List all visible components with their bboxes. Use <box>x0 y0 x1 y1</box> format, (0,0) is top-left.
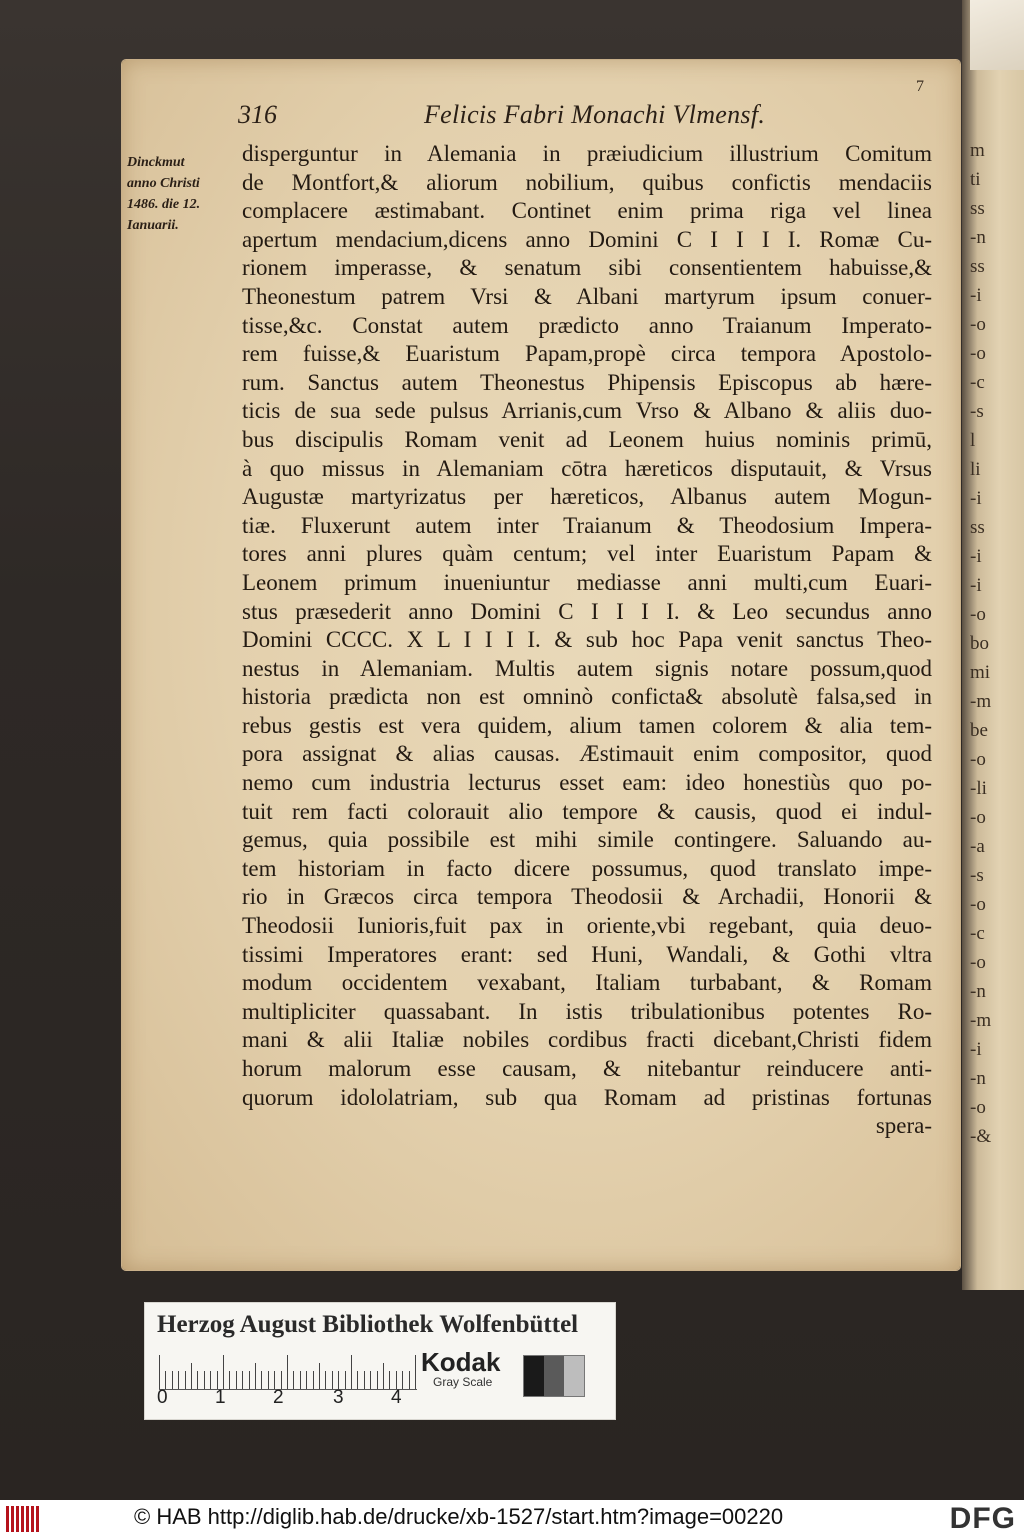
ruler-tick <box>236 1371 237 1389</box>
ruler-number: 4 <box>391 1387 402 1408</box>
ruler-tick <box>377 1371 378 1389</box>
facing-page-fragment: -s <box>970 401 984 422</box>
ruler-tick <box>249 1371 250 1389</box>
color-reference-card <box>144 1302 616 1420</box>
ruler-tick <box>293 1371 294 1389</box>
facing-page-fragment: ti <box>970 169 981 190</box>
facing-page-fragment: -o <box>970 807 986 828</box>
ruler-tick <box>178 1371 179 1389</box>
text-line: mani & alii Italiæ nobiles cordibus fracti dicebant,Christi fidem <box>242 1027 932 1053</box>
ruler-tick <box>306 1371 307 1389</box>
facing-page-fragment: l <box>970 430 976 451</box>
logo-bar <box>21 1506 24 1532</box>
facing-page-fragment: -m <box>970 1010 992 1031</box>
text-line: tissimi Imperatores erant: sed Huni, Wandali, & Gothi vltra <box>242 941 932 967</box>
ruler-tick <box>159 1355 160 1389</box>
marginal-note-line: anno Christi <box>127 176 200 191</box>
text-line: multipliciter quassabant. In istis tribulationibus potentes Ro- <box>242 998 932 1024</box>
ruler-tick <box>204 1371 205 1389</box>
ruler-tick <box>255 1363 256 1389</box>
ruler-tick <box>197 1371 198 1389</box>
logo-bar <box>16 1506 19 1532</box>
logo-bar <box>26 1506 29 1532</box>
facing-page-fragment: -n <box>970 1068 986 1089</box>
ruler-number: 3 <box>333 1387 344 1408</box>
text-line: stus præsederit anno Domini C I I I I. & Leo secundus anno <box>242 598 932 624</box>
text-line: complacere æstimabant. Continet enim prima riga vel linea <box>242 198 932 224</box>
library-name: Herzog August Bibliothek Wolfenbüttel <box>157 1311 579 1338</box>
text-line: bus discipulis Romam venit ad Leonem huius nominis primū, <box>242 426 932 452</box>
ruler-tick <box>229 1371 230 1389</box>
ruler-number: 1 <box>215 1387 226 1408</box>
scale-ruler <box>159 1351 417 1390</box>
text-line: quorum idololatriam, sub qua Romam ad pristinas fortunas <box>242 1084 932 1110</box>
facing-page-fragment: -o <box>970 604 986 625</box>
facing-page-corner <box>970 0 1024 70</box>
catchword: spera- <box>875 1113 932 1139</box>
facing-page-fragment: -& <box>970 1126 992 1147</box>
marginal-note-line: Dinckmut <box>127 155 185 170</box>
gray-swatch <box>544 1356 564 1396</box>
logo-bar <box>6 1506 9 1532</box>
text-line: pora assignat & alias causas. Æstimauit enim compositor, quod <box>242 741 932 767</box>
text-line: Theonestum patrem Vrsi & Albani martyrum ipsum conuer- <box>242 283 932 309</box>
facing-page-fragment: li <box>970 459 981 480</box>
facing-page-fragment: ss <box>970 256 985 277</box>
text-line: rum. Sanctus autem Theonestus Phipensis Episcopus ab hære- <box>242 369 932 395</box>
text-line: nestus in Alemaniam. Multis autem signis notare possum,quod <box>242 655 932 681</box>
marginal-note-line: 1486. die 12. <box>127 197 201 212</box>
facing-page-fragment: -i <box>970 1039 982 1060</box>
ruler-tick <box>172 1371 173 1389</box>
text-line: modum occidentem vexabant, Italiam turbabant, & Romam <box>242 970 932 996</box>
facing-page-fragment: -i <box>970 488 982 509</box>
text-line: gemus, quia possibile est mihi simile contingere. Saluando au- <box>242 827 932 853</box>
facing-page-fragment: -o <box>970 749 986 770</box>
text-line: ticis de sua sede pulsus Arrianis,cum Vrso & Albano & aliis duo- <box>242 398 932 424</box>
ruler-number: 2 <box>273 1387 284 1408</box>
facing-page-fragment: -i <box>970 285 982 306</box>
facing-page-fragment: -n <box>970 227 986 248</box>
text-line: tiæ. Fluxerunt autem inter Traianum & Theodosium Impera- <box>242 512 932 538</box>
ruler-tick <box>325 1371 326 1389</box>
ruler-tick <box>261 1371 262 1389</box>
logo-bar <box>36 1506 39 1532</box>
ruler-number: 0 <box>157 1387 168 1408</box>
ruler-tick <box>402 1371 403 1389</box>
ruler-tick <box>210 1371 211 1389</box>
ruler-tick <box>383 1363 384 1389</box>
text-line: Domini CCCC. X L I I I I. & sub hoc Papa venit sanctus Theo- <box>242 627 932 653</box>
text-line: tuit rem facti colorauit alio tempore & causis, quod ei indul- <box>242 798 932 824</box>
text-line: Leonem primum inueniuntur mediasse anni multi,cum Euari- <box>242 569 932 595</box>
facing-page-fragment: -c <box>970 372 985 393</box>
text-line: rebus gestis est vera quidem, alium tamen colorem & alia tem- <box>242 712 932 738</box>
running-head-title: Felicis Fabri Monachi Vlmensf. <box>424 100 766 129</box>
facing-page-fragment: -i <box>970 575 982 596</box>
facing-page-edge <box>962 0 1024 1290</box>
facing-page-fragment: -m <box>970 691 992 712</box>
facing-page-fragment: ss <box>970 517 985 538</box>
facing-page-fragment: m <box>970 140 985 161</box>
text-line: Augustæ martyrizatus per hæreticos, Albanus autem Mogun- <box>242 484 932 510</box>
gray-scale-swatches <box>523 1355 585 1397</box>
ruler-tick <box>287 1355 288 1389</box>
ruler-tick <box>268 1371 269 1389</box>
footer-bar <box>0 1500 1024 1537</box>
hab-barcode-logo-icon <box>6 1506 46 1532</box>
gray-swatch <box>564 1356 584 1396</box>
facing-page-fragment: ss <box>970 198 985 219</box>
text-line: Theodosii Iunioris,fuit pax in oriente,vbi regebant, quia deuo- <box>242 913 932 939</box>
logo-bar <box>31 1506 34 1532</box>
facing-page-fragment: -c <box>970 923 985 944</box>
text-line: rem fuisse,& Euaristum Papam,propè circa tempora Apostolo- <box>242 341 932 367</box>
ruler-tick <box>357 1371 358 1389</box>
kodak-logo: Kodak <box>421 1347 501 1377</box>
ruler-tick <box>409 1371 410 1389</box>
ruler-tick <box>223 1355 224 1389</box>
running-head <box>122 78 960 134</box>
logo-bar <box>11 1506 14 1532</box>
ruler-tick <box>300 1371 301 1389</box>
body-text <box>242 140 932 1141</box>
head-mark: 7 <box>916 78 924 95</box>
ruler-tick <box>313 1371 314 1389</box>
gray-swatch <box>524 1356 544 1396</box>
facing-page-fragment: -o <box>970 952 986 973</box>
ruler-tick <box>370 1371 371 1389</box>
text-line: horum malorum esse causam, & nitebantur reinducere anti- <box>242 1056 932 1081</box>
ruler-tick <box>191 1363 192 1389</box>
text-line: apertum mendacium,dicens anno Domini C I I I I. Romæ Cu- <box>242 226 932 252</box>
ruler-tick <box>185 1371 186 1389</box>
text-line: nemo cum industria lecturus esset eam: ideo honestiùs quo po- <box>242 770 932 796</box>
facing-page-fragment: be <box>970 720 988 741</box>
copyright-url[interactable]: © HAB http://diglib.hab.de/drucke/xb-1527/start.htm?image=00220 <box>134 1504 784 1529</box>
ruler-tick <box>345 1371 346 1389</box>
ruler-tick <box>242 1371 243 1389</box>
text-line: de Montfort,& aliorum nobilium, quibus confictis mendaciis <box>242 169 932 195</box>
facing-page-fragment: -o <box>970 894 986 915</box>
book-page <box>122 60 960 1270</box>
facing-page-fragment: -i <box>970 546 982 567</box>
dfg-logo: DFG <box>949 1502 1016 1535</box>
text-line: rionem imperasse, & senatum sibi consentientem habuisse,& <box>242 255 932 281</box>
facing-page-fragment: -li <box>970 778 987 799</box>
ruler-tick <box>364 1371 365 1389</box>
facing-page-fragment: -n <box>970 981 986 1002</box>
ruler-tick <box>415 1355 416 1389</box>
text-line: tem historiam in facto dicere possumus, quod translato impe- <box>242 855 932 881</box>
facing-page-fragment: mi <box>970 662 991 683</box>
text-line: rio in Græcos circa tempora Theodosii & Archadii, Honorii & <box>242 884 932 910</box>
facing-page-fragment: -o <box>970 343 986 364</box>
ruler-tick <box>319 1363 320 1389</box>
text-line: historia prædicta non est omninò conficta& absolutè falsa,sed in <box>242 684 932 710</box>
facing-page-fragment: -a <box>970 836 985 857</box>
page-number: 316 <box>238 100 277 129</box>
marginal-note-line: Ianuarii. <box>127 218 179 233</box>
text-line: tisse,&c. Constat autem prædicto anno Traianum Imperato- <box>242 312 932 338</box>
ruler-tick <box>351 1355 352 1389</box>
text-line: tores anni plures quàm centum; vel inter Euaristum Papam & <box>242 541 932 567</box>
text-line: à quo missus in Alemaniam cōtra hæreticos disputauit, & Vrsus <box>242 455 932 481</box>
marginal-note <box>127 152 237 236</box>
gray-scale-label: Gray Scale <box>433 1375 493 1389</box>
facing-page-fragment: -o <box>970 314 986 335</box>
facing-page-fragment: -s <box>970 865 984 886</box>
text-line: disperguntur in Alemania in præiudicium illustrium Comitum <box>242 141 932 166</box>
facing-page-fragment: -o <box>970 1097 986 1118</box>
facing-page-fragment: bo <box>970 633 989 654</box>
